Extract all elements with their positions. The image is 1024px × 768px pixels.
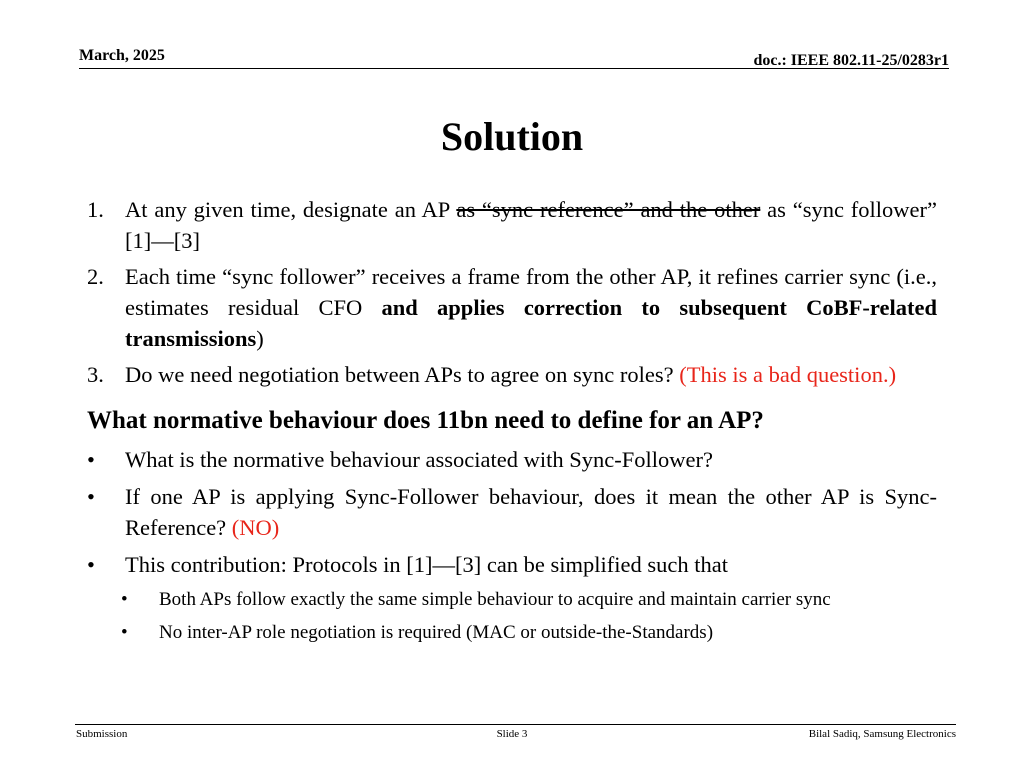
sub-bullet-text: No inter-AP role negotiation is required (MAC or outside-the-Standards)	[159, 622, 714, 643]
numbered-item-3	[87, 359, 937, 390]
item-text: Each time “sync follower” receives a frame from the other AP, it refines carrier sync (i.e., estimates residual CFO	[125, 264, 937, 320]
bullet-text: If one AP is applying Sync-Follower behaviour, does it mean the other AP is Sync-Reference?	[125, 484, 937, 540]
bullet-text: What is the normative behaviour associated with Sync-Follower?	[125, 447, 713, 472]
struck-text: as “sync reference” and the other	[456, 197, 761, 222]
bullet-marker: •	[87, 552, 95, 577]
sub-bullet-text: Both APs follow exactly the same simple behaviour to acquire and maintain carrier sync	[159, 589, 831, 610]
bullet-item-3	[87, 549, 937, 580]
red-annotation: (This is a bad question.)	[679, 362, 897, 387]
red-annotation: (NO)	[231, 515, 280, 540]
bullet-marker: •	[121, 589, 128, 610]
item-number: 2.	[87, 264, 104, 289]
bullet-item-2	[87, 481, 937, 543]
item-text: At any given time, designate an AP	[125, 197, 457, 222]
numbered-item-1	[87, 194, 937, 256]
item-number: 3.	[87, 362, 104, 387]
slide-body	[87, 194, 937, 646]
question-heading: What normative behaviour does 11bn need to define for an AP?	[87, 407, 764, 434]
sub-bullet-item-1	[87, 586, 937, 613]
bullet-text: This contribution: Protocols in [1]—[3] can be simplified such that	[125, 552, 729, 577]
item-text: )	[256, 326, 264, 351]
header-doc-id: doc.: IEEE 802.11-25/0283r1	[753, 52, 949, 69]
item-text: Do we need negotiation between APs to agree on sync roles?	[125, 362, 680, 387]
header-divider	[79, 68, 949, 69]
bullet-marker: •	[87, 484, 95, 509]
sub-bullet-item-2	[87, 619, 937, 646]
bullet-item-1	[87, 444, 937, 475]
bullet-marker: •	[121, 622, 128, 643]
footer-author: Bilal Sadiq, Samsung Electronics	[808, 728, 956, 740]
footer-submission: Submission	[76, 728, 128, 740]
header-date: March, 2025	[79, 47, 165, 64]
footer-divider	[75, 724, 956, 725]
footer-slide-number: Slide 3	[496, 728, 528, 740]
bold-text: and applies correction to subsequent CoBF-related transmissions	[125, 295, 937, 351]
item-text: as “sync follower” [1]—[3]	[125, 197, 938, 253]
bullet-marker: •	[87, 447, 95, 472]
slide-title: Solution	[440, 114, 584, 159]
numbered-item-2	[87, 261, 937, 354]
item-number: 1.	[87, 197, 104, 222]
